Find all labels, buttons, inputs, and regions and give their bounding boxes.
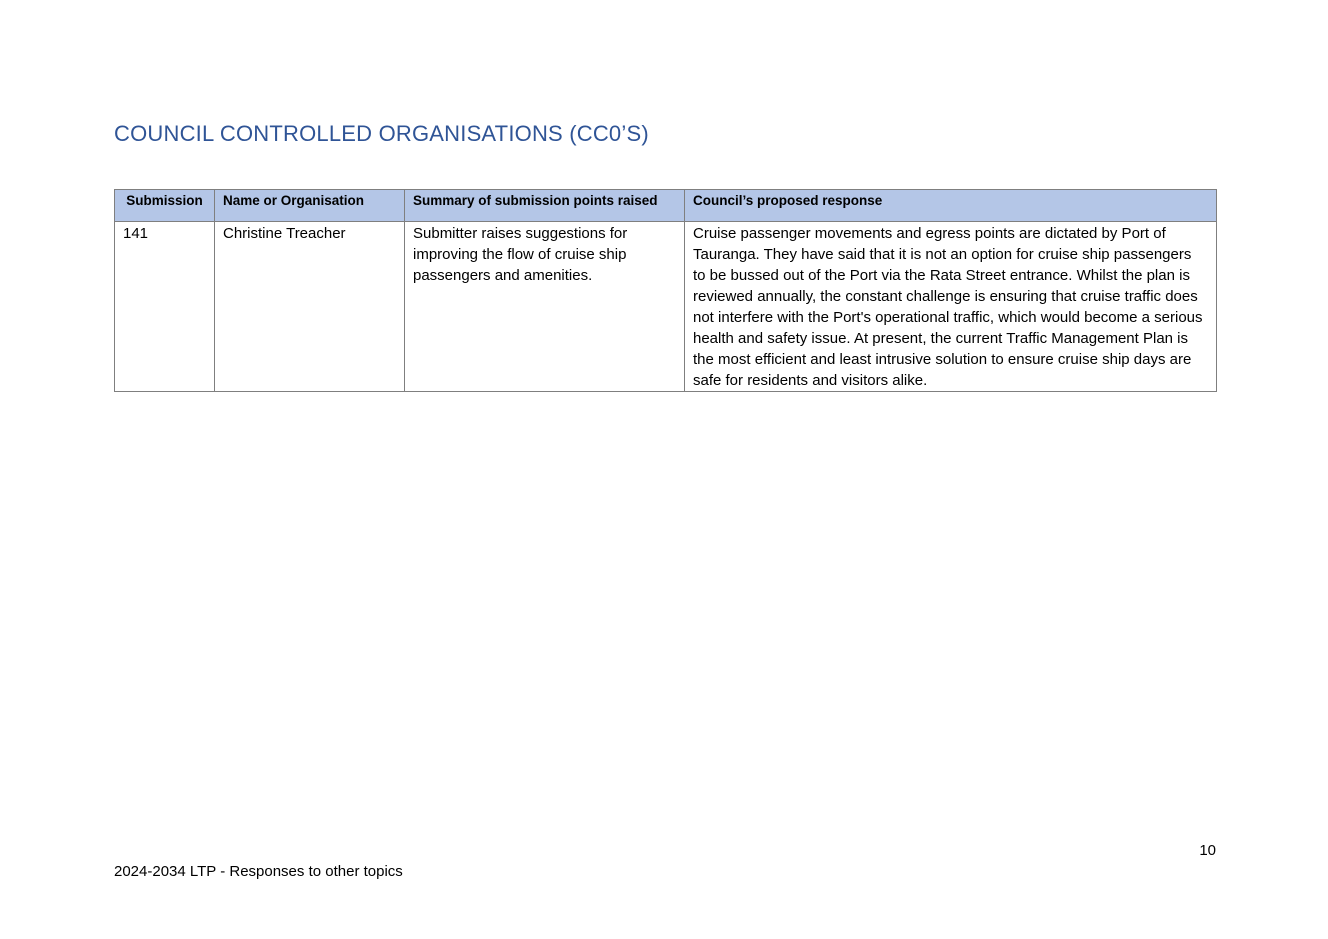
section-heading: COUNCIL CONTROLLED ORGANISATIONS (CC0’S) <box>114 121 649 146</box>
cell-submission: 141 <box>115 222 215 392</box>
header-summary: Summary of submission points raised <box>405 190 685 222</box>
submissions-table <box>114 189 1217 392</box>
cell-summary: Submitter raises suggestions for improving the flow of cruise ship passengers and amenities. <box>405 222 685 392</box>
cell-name: Christine Treacher <box>215 222 405 392</box>
table-header-row <box>115 190 1217 222</box>
table-row <box>115 222 1217 392</box>
cell-response: Cruise passenger movements and egress points are dictated by Port of Tauranga. They have said that it is not an option for cruise ship passengers to be bussed out of the Port via the Rata Street entrance. Whilst the plan is reviewed annually, the constant challenge is ensuring that cruise traffic does not interfere with the Port's operational traffic, which would become a serious health and safety issue. At present, the current Traffic Management Plan is the most efficient and least intrusive solution to ensure cruise ship days are safe for residents and visitors alike. <box>685 222 1217 392</box>
page-number: 10 <box>1199 842 1216 859</box>
footer-document-title: 2024-2034 LTP - Responses to other topics <box>114 863 403 880</box>
header-submission: Submission <box>115 190 215 222</box>
header-response: Council’s proposed response <box>685 190 1217 222</box>
header-name: Name or Organisation <box>215 190 405 222</box>
